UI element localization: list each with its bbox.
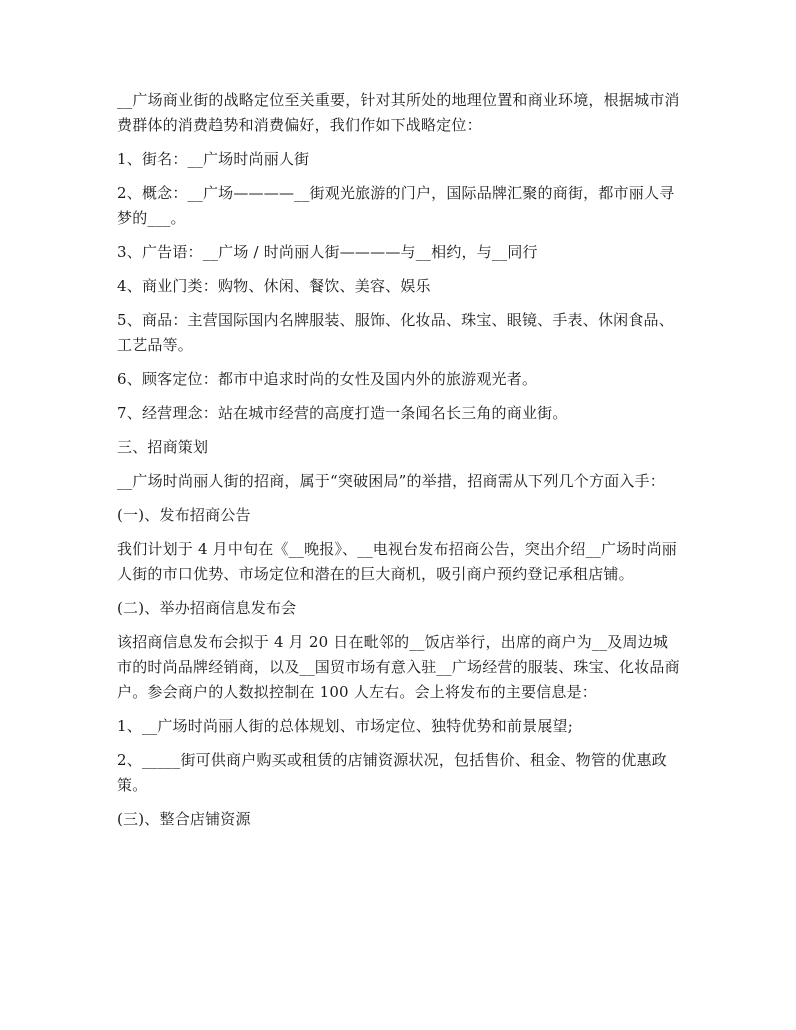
item-goods: 5、商品：主营国际国内名牌服装、服饰、化妆品、珠宝、眼镜、手表、休闲食品、工艺品等。: [117, 311, 674, 354]
item-business-philosophy: 7、经营理念：站在城市经营的高度打造一条闻名长三角的商业街。: [117, 404, 568, 422]
section-heading-investment-planning: 三、招商策划: [117, 438, 209, 456]
item-business-category: 4、商业门类：购物、休闲、餐饮、美容、娱乐: [117, 277, 431, 295]
subheading-integrate-stores: (三)、整合店铺资源: [117, 810, 251, 828]
subheading-publish-announcement: (一)、发布招商公告: [117, 506, 251, 524]
document-page: [117, 88, 682, 832]
item-street-name: 1、街名：__广场时尚丽人街: [117, 150, 310, 168]
item-customer-positioning: 6、顾客定位：都市中追求时尚的女性及国内外的旅游观光者。: [117, 370, 538, 388]
item-concept: 2、概念：__广场————__街观光旅游的门户，国际品牌汇聚的商街，都市丽人寻梦的___。: [117, 184, 675, 227]
item-slogan: 3、广告语：__广场 / 时尚丽人街————与__相约，与__同行: [117, 243, 538, 261]
info-item-2: 2、_____街可供商户购买或租赁的店铺资源状况，包括售价、租金、物管的优惠政策。: [117, 751, 667, 794]
announcement-paragraph: 我们计划于 4 月中旬在《__晚报》、__电视台发布招商公告，突出介绍__广场时尚丽人街的市口优势、市场定位和潜在的巨大商机，吸引商户预约登记承租店铺。: [117, 540, 677, 583]
info-item-1: 1、__广场时尚丽人街的总体规划、市场定位、独特优势和前景展望;: [117, 717, 574, 735]
intro-paragraph: __广场商业街的战略定位至关重要，针对其所处的地理位置和商业环境，根据城市消费群体的消费趋势和消费偏好，我们作如下战略定位：: [117, 91, 680, 134]
subheading-press-conference: (二)、举办招商信息发布会: [117, 599, 297, 617]
investment-intro-paragraph: __广场时尚丽人街的招商，属于“突破困局”的举措，招商需从下列几个方面入手：: [117, 472, 665, 490]
press-conference-paragraph: 该招商信息发布会拟于 4 月 20 日在毗邻的__饭店举行，出席的商户为__及周边城市的时尚品牌经销商，以及__国贸市场有意入驻__广场经营的服装、珠宝、化妆品商户。参会商户的人数拟控制在 100 人左右。会上将发布的主要信息是：: [117, 633, 680, 701]
